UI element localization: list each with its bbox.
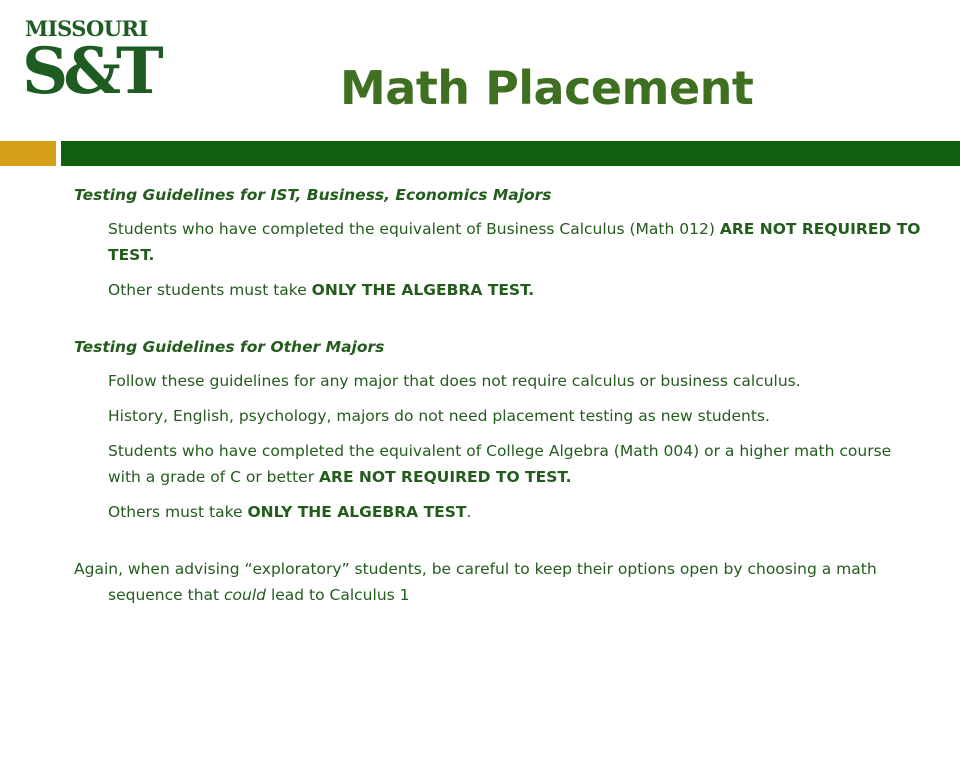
section1-paragraph-2 [74, 277, 924, 303]
closing-paragraph [74, 556, 924, 608]
section2-paragraph-4 [74, 499, 924, 525]
section1-p2-text: Other students must take [108, 281, 312, 299]
section1-p1-bold: ARE NOT REQUIRED TO TEST. [108, 220, 921, 264]
section2-p3-text: Students who have completed the equivalent of College Algebra (Math 004) or a higher math course with a grade of C or better [108, 442, 892, 486]
section1-p1-text: Students who have completed the equivalent of Business Calculus (Math 012) [108, 220, 720, 238]
page-title: Math Placement [340, 61, 754, 115]
section1-paragraph-1 [74, 216, 924, 268]
accent-bar-green [61, 141, 960, 166]
spacer [74, 312, 924, 334]
section1-heading: Testing Guidelines for IST, Business, Economics Majors [74, 186, 552, 204]
closing-text-1: Again, when advising “exploratory” students, be careful to keep their options open by choosing a math sequence that [74, 560, 877, 604]
section2-p4-text: Others must take [108, 503, 248, 521]
section2-heading: Testing Guidelines for Other Majors [74, 338, 385, 356]
slide-content [74, 182, 924, 608]
section2-p4-end: . [466, 503, 472, 521]
section2-paragraph-2: History, English, psychology, majors do not need placement testing as new students. [108, 407, 770, 425]
closing-text-2: lead to Calculus 1 [266, 586, 410, 604]
spacer [74, 534, 924, 556]
section1-p2-bold: ONLY THE ALGEBRA TEST. [311, 281, 535, 299]
section2-p4-bold: ONLY THE ALGEBRA TEST [247, 503, 467, 521]
missouri-st-logo [22, 16, 159, 118]
section2-p3-bold: ARE NOT REQUIRED TO TEST. [319, 468, 572, 486]
section2-paragraph-1: Follow these guidelines for any major that does not require calculus or business calculus. [108, 372, 801, 390]
accent-bar-gold [0, 141, 56, 166]
logo-wordmark-top: MISSOURI [25, 16, 148, 41]
closing-italic: could [224, 586, 267, 604]
section2-paragraph-3 [74, 438, 924, 490]
logo-wordmark-main: S&T [22, 34, 159, 109]
